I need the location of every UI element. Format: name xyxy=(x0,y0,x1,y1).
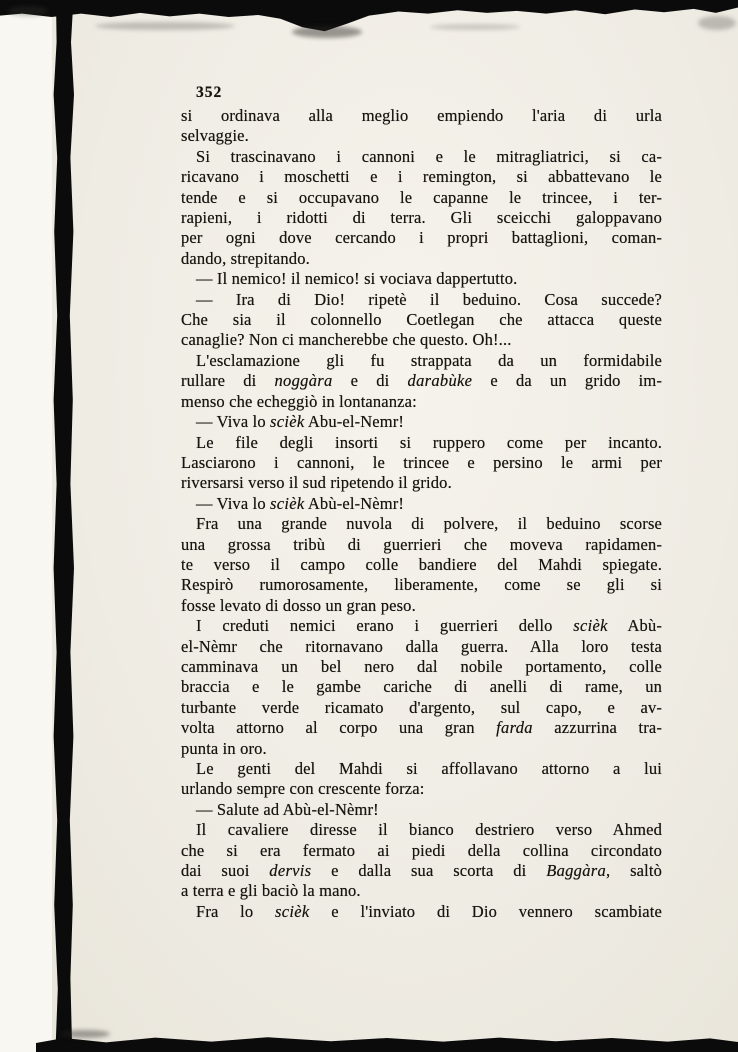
scan-smudge xyxy=(95,22,235,30)
text-line: una grossa tribù di guerrieri che moveva rapidamen- xyxy=(181,534,662,554)
page-number: 352 xyxy=(196,84,223,101)
left-margin xyxy=(0,0,52,1052)
text-line: L'esclamazione gli fu strappata da un formidabile xyxy=(196,350,662,370)
text-line: ricavano i moschetti e i remington, si abbattevano le xyxy=(181,167,662,187)
text-line: selvaggie. xyxy=(181,126,249,146)
text-line: Il cavaliere diresse il bianco destriero verso Ahmed xyxy=(196,820,662,840)
text-line: — Salute ad Abù-el-Nèmr! xyxy=(196,799,379,819)
text-line: — Viva lo scièk Abu-el-Nemr! xyxy=(196,412,405,432)
text-line: — Ira di Dio! ripetè il beduino. Cosa succede? xyxy=(196,289,662,309)
scan-edge-left xyxy=(50,0,80,1052)
text-line: Fra una grande nuvola di polvere, il beduino scorse xyxy=(196,514,662,534)
text-line: Respirò rumorosamente, liberamente, come se gli si xyxy=(181,575,662,595)
scan-smudge xyxy=(60,1030,110,1038)
page-text xyxy=(181,106,662,922)
text-line: Fra lo scièk e l'inviato di Dio vennero scambiate xyxy=(196,901,662,921)
text-line: dando, strepitando. xyxy=(181,248,310,268)
text-line: rullare di noggàra e di darabùke e da un grido im- xyxy=(181,371,662,391)
text-line: per ogni dove cercando i propri battaglioni, coman- xyxy=(181,228,662,248)
scan-edge-bottom xyxy=(36,1032,738,1052)
text-line: urlando sempre con crescente forza: xyxy=(181,779,425,799)
text-line: fosse levato di dosso un gran peso. xyxy=(181,595,416,615)
text-line: menso che echeggiò in lontananza: xyxy=(181,391,417,411)
text-line: camminava un bel nero dal nobile portamento, colle xyxy=(181,656,662,676)
scan-smudge xyxy=(698,16,736,30)
text-line: — Il nemico! il nemico! si vociava dappertutto. xyxy=(196,269,518,289)
text-line: canaglie? Non ci mancherebbe che questo. Oh!... xyxy=(181,330,512,350)
text-line: Le file degli insorti si ruppero come per incanto. xyxy=(196,432,662,452)
text-line: Le genti del Mahdi si affollavano attorno a lui xyxy=(196,759,662,778)
scan-smudge xyxy=(8,6,48,16)
text-line: dai suoi dervis e dalla sua scorta di Baggàra, saltò xyxy=(181,861,663,881)
text-line: si ordinava alla meglio empiendo l'aria di urla xyxy=(181,106,662,125)
text-line: Che sia il colonnello Coetlegan che attacca queste xyxy=(181,310,662,330)
text-line: punta in oro. xyxy=(181,738,267,758)
text-line: volta attorno al corpo una gran farda azzurrina tra- xyxy=(181,718,662,738)
text-line: Lasciarono i cannoni, le trincee e persino le armi per xyxy=(181,452,662,472)
text-line: te verso il campo colle bandiere del Mahdi spiegate. xyxy=(181,554,662,574)
text-line: el-Nèmr che ritornavano dalla guerra. Alla loro testa xyxy=(181,636,662,656)
text-line: riversarsi verso il sud ripetendo il grido. xyxy=(181,473,452,493)
scan-smudge xyxy=(430,24,520,30)
text-line: a terra e gli baciò la mano. xyxy=(181,881,361,901)
text-line: che si era fermato ai piedi della collina circondato xyxy=(181,840,662,860)
text-line: I creduti nemici erano i guerrieri dello scièk Abù- xyxy=(196,616,663,636)
text-line: Si trascinavano i cannoni e le mitragliatrici, si ca- xyxy=(196,146,662,166)
text-line: rapieni, i ridotti di terra. Gli sceicchi galoppavano xyxy=(181,208,662,228)
text-line: braccia e le gambe cariche di anelli di rame, un xyxy=(181,677,662,697)
text-line: tende e si occupavano le capanne le trincee, i ter- xyxy=(181,187,662,207)
scan-smudge xyxy=(292,26,362,38)
scan-edge-top xyxy=(0,0,738,34)
text-line: — Viva lo scièk Abù-el-Nèmr! xyxy=(196,493,405,513)
text-line: turbante verde ricamato d'argento, sul capo, e av- xyxy=(181,697,662,717)
